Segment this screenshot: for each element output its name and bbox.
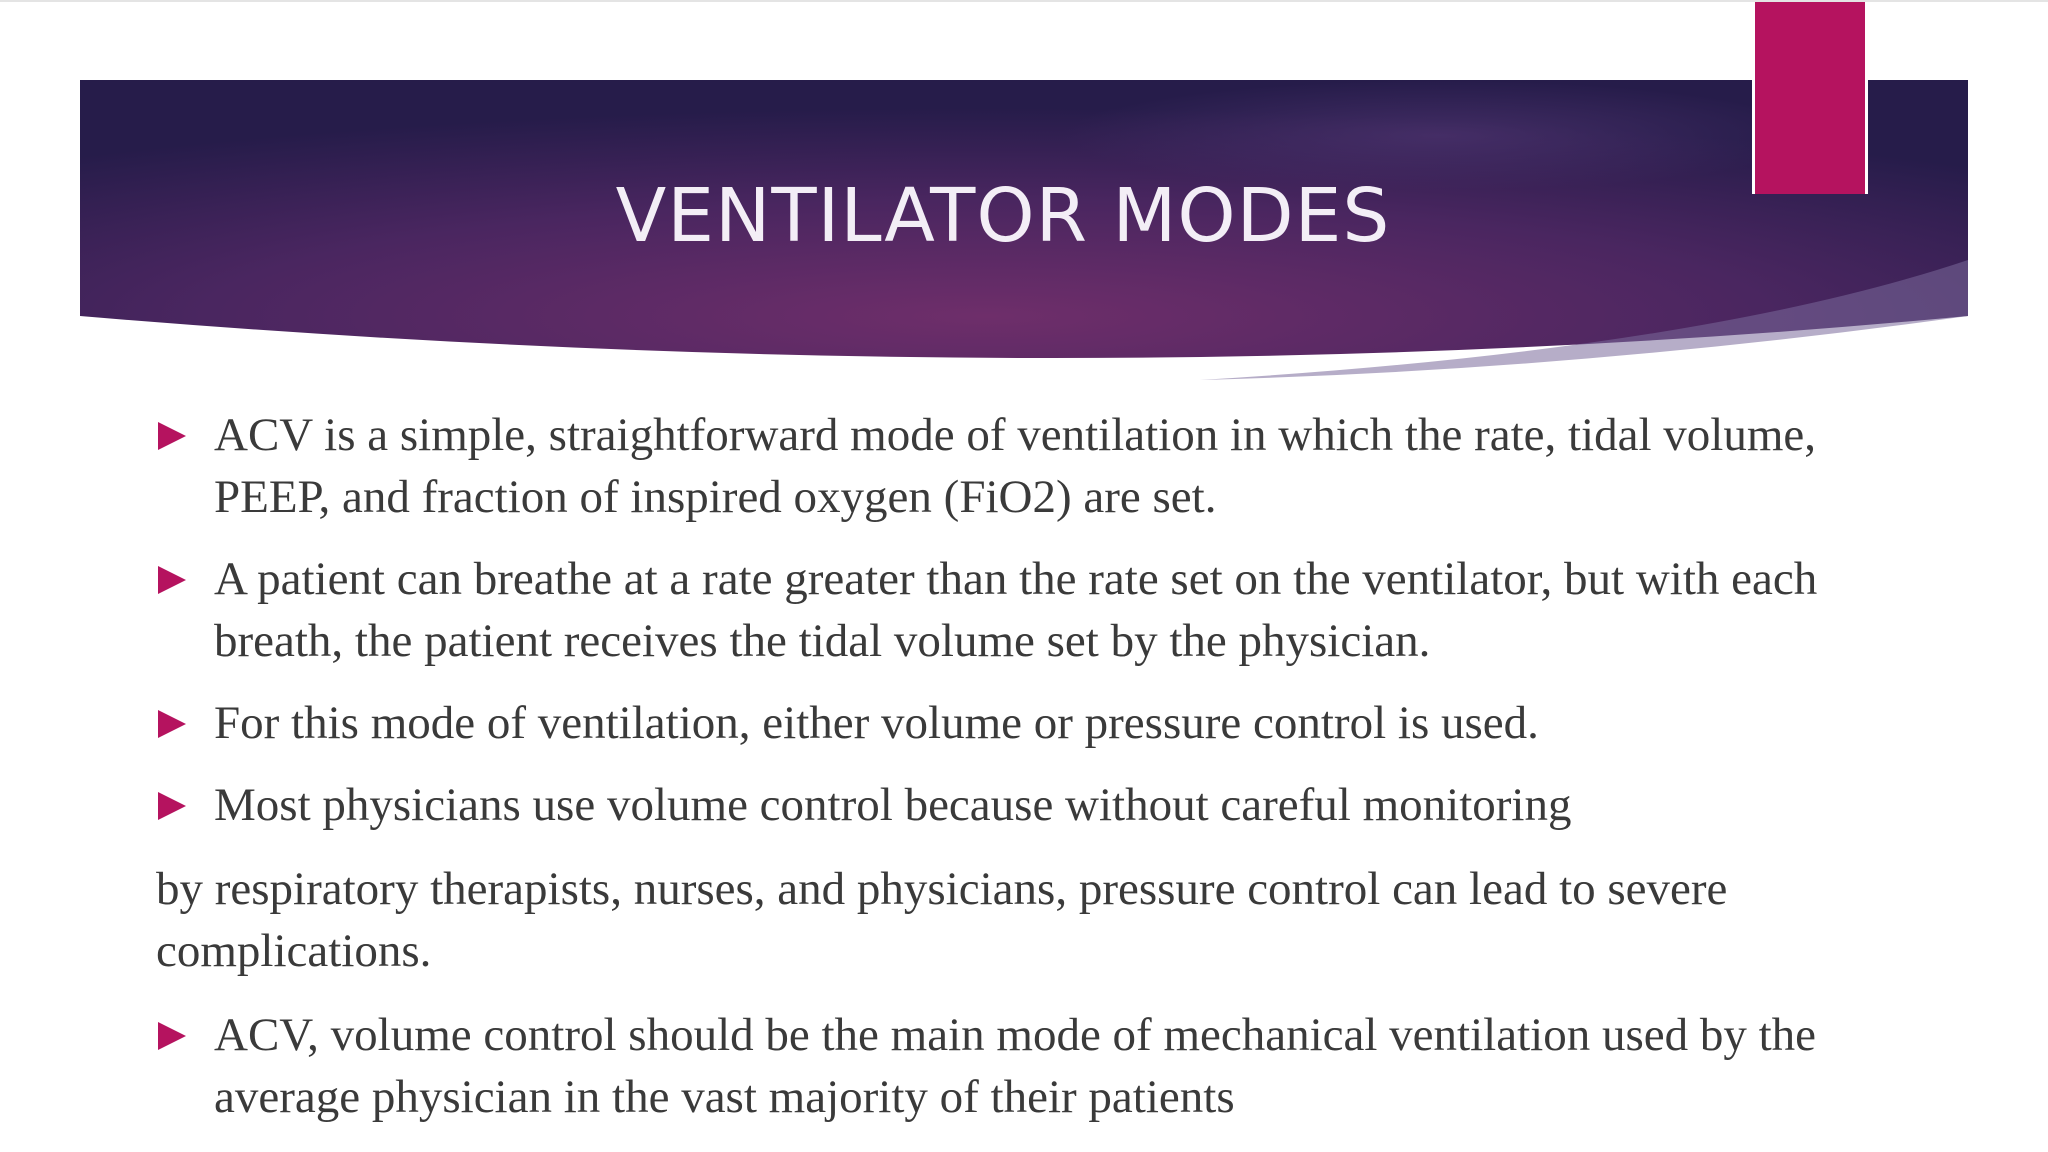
slide-title: VENTILATOR MODES	[615, 173, 1391, 259]
bullet-item-3	[156, 692, 1916, 754]
triangle-bullet-icon	[158, 1022, 186, 1050]
bullet-item-2	[156, 548, 1916, 672]
triangle-bullet-icon	[158, 566, 186, 594]
bullet-item-5	[156, 1004, 1916, 1128]
slide-body	[156, 404, 1916, 1148]
triangle-bullet-icon	[158, 710, 186, 738]
bullet-item-1	[156, 404, 1916, 528]
bullet-text: A patient can breathe at a rate greater than the rate set on the ventilator, but with each breath, the patient receives the tidal volume set by the physician.	[214, 553, 1818, 667]
bullet-text: For this mode of ventilation, either volume or pressure control is used.	[214, 697, 1539, 749]
bullet-text: ACV is a simple, straightforward mode of ventilation in which the rate, tidal volume, PEEP, and fraction of inspired oxygen (FiO2) are set.	[214, 409, 1817, 523]
bullet-item-4	[156, 774, 1916, 836]
triangle-bullet-icon	[158, 792, 186, 820]
bullet-text: Most physicians use volume control because without careful monitoring	[214, 779, 1572, 831]
continuation-paragraph: by respiratory therapists, nurses, and physicians, pressure control can lead to severe complications.	[156, 863, 1728, 977]
bullet-text: ACV, volume control should be the main mode of mechanical ventilation used by the average physician in the vast majority of their patients	[214, 1009, 1817, 1123]
triangle-bullet-icon	[158, 422, 186, 450]
